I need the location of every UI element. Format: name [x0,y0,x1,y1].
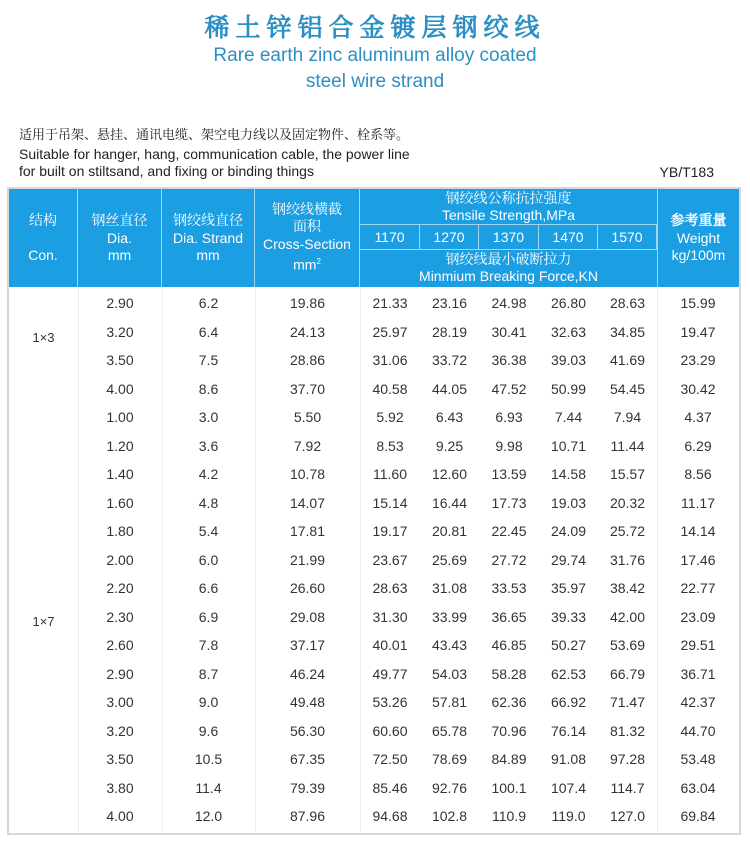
cell-f1270: 25.69 [431,551,468,568]
cell-f1370: 33.53 [491,580,527,596]
cell-f1370: 13.59 [491,466,527,482]
cell-f1570: 53.69 [609,637,646,653]
header-tensile-en: Tensile Strength,MPa [441,207,576,223]
cell-weight: 63.04 [680,779,716,796]
cell-weight: 4.37 [684,409,712,425]
cell-weight: 36.71 [680,665,716,682]
cell-dia: 3.80 [106,779,134,796]
cell-dia: 3.00 [106,694,134,710]
header-tensile-strength [360,189,657,225]
cell-f1270: 78.69 [431,751,468,767]
header-construction-en: Con. [28,246,58,263]
cell-dia: 2.90 [106,665,134,682]
cell-dia: 3.50 [106,751,134,767]
cell-f1470: 107.4 [550,779,587,796]
description-english-line2: for built on stiltsand, and fixing or binding things [19,163,314,179]
cell-dia: 1.40 [106,466,134,482]
table-row [9,774,739,803]
cell-weight: 69.84 [680,808,716,824]
cell-strand: 8.7 [198,665,219,682]
header-grade-1370: 1370 [479,225,539,249]
header-breaking-cn: 钢绞线最小破断拉力 [445,252,572,268]
standard-code: YB/T183 [659,164,714,180]
header-wire-diameter-unit: mm [107,246,132,263]
cell-strand: 4.8 [198,494,219,511]
cell-dia: 1.20 [106,437,134,454]
cell-weight: 53.48 [680,751,716,767]
cell-f1170: 60.60 [372,722,408,739]
cell-cross: 21.99 [289,551,326,568]
cell-f1270: 6.43 [435,409,464,425]
header-breaking-en: Minmium Breaking Force,KN [419,268,598,284]
cell-f1270: 57.81 [431,694,468,710]
cell-weight: 8.56 [684,466,712,482]
cell-cross: 67.35 [289,751,326,767]
cell-f1170: 5.92 [376,409,404,425]
header-construction [9,189,78,287]
header-grade-1170: 1170 [360,225,420,249]
cell-f1270: 92.76 [431,779,468,796]
header-strand-diameter-cn: 钢绞线直径 [173,212,243,229]
cell-weight: 14.14 [680,523,716,539]
header-strand-diameter-en: Dia. Strand [172,229,244,246]
cell-f1170: 94.68 [372,808,408,824]
cell-f1370: 9.98 [495,437,523,454]
cell-f1470: 14.58 [550,466,587,482]
cell-dia: 1.80 [106,523,134,539]
cell-f1570: 42.00 [609,608,646,625]
header-weight-unit: kg/100m [671,246,726,263]
header-tensile-cn: 钢绞线公称抗拉强度 [445,191,572,207]
cell-cross: 14.07 [289,494,326,511]
header-grade-1270: 1270 [420,225,479,249]
header-cross-section [255,189,360,287]
cell-f1170: 49.77 [372,665,408,682]
cell-f1570: 41.69 [609,352,646,368]
header-grade-1470: 1470 [539,225,598,249]
cell-cross: 87.96 [289,808,326,824]
cell-strand: 10.5 [194,751,223,767]
cell-weight: 17.46 [680,551,716,568]
cell-f1470: 26.80 [550,295,587,311]
cell-f1370: 17.73 [491,494,527,511]
cell-f1370: 6.93 [495,409,523,425]
cell-cross: 37.70 [289,380,326,397]
cell-f1470: 66.92 [550,694,587,710]
description-chinese: 适用于吊架、悬挂、通讯电缆、架空电力线以及固定物件、栓系等。 [19,128,410,143]
cell-weight: 22.77 [680,580,716,596]
cell-f1170: 31.06 [372,352,408,368]
spec-table [7,187,741,835]
cell-f1270: 23.16 [431,295,468,311]
cell-f1170: 53.26 [372,694,408,710]
cell-cross: 24.13 [289,323,326,340]
cell-f1470: 119.0 [551,808,586,824]
header-grades [360,225,657,250]
cell-f1370: 46.85 [491,637,527,653]
cell-dia: 3.20 [106,722,134,739]
cell-f1470: 50.27 [550,637,587,653]
table-row [9,688,739,717]
title-chinese: 稀土锌铝合金镀层钢绞线 [204,13,546,42]
cell-f1470: 24.09 [550,523,587,539]
cell-f1470: 7.44 [554,409,583,425]
cell-strand: 6.6 [198,580,219,596]
cell-f1170: 25.97 [372,323,408,340]
cell-strand: 12.0 [194,808,223,824]
header-cross-section-unit: $mm^2$ [293,256,321,273]
cell-cross: 26.60 [289,580,326,596]
cell-f1170: 28.63 [372,580,408,596]
cell-f1270: 33.72 [431,352,468,368]
cell-strand: 4.2 [198,466,219,482]
header-cross-section-cn1: 钢绞线横截 [272,202,342,219]
table-row [9,717,739,746]
cell-f1570: 38.42 [609,580,646,596]
table-row [9,375,739,404]
table-row [9,432,739,461]
cell-f1570: 127.0 [609,808,646,824]
cell-f1470: 29.74 [550,551,587,568]
cell-f1470: 62.53 [550,665,587,682]
cell-f1270: 44.05 [431,380,468,397]
cell-f1570: 28.63 [609,295,646,311]
cell-f1470: 32.63 [550,323,587,340]
table-row [9,745,739,774]
cell-f1370: 24.98 [491,295,527,311]
cell-strand: 8.6 [198,380,219,397]
cell-cross: 49.48 [289,694,326,710]
cell-f1170: 21.33 [372,295,408,311]
cell-f1570: 66.79 [609,665,646,682]
cell-f1270: 54.03 [431,665,468,682]
cell-strand: 7.5 [198,352,219,368]
cell-weight: 23.09 [680,608,716,625]
header-strength-group [360,189,657,287]
cell-f1470: 76.14 [550,722,587,739]
cell-f1370: 36.38 [491,352,527,368]
cell-f1270: 31.08 [431,580,468,596]
header-wire-diameter-en: Dia. [107,229,132,246]
cell-dia: 4.00 [106,808,134,824]
cell-f1470: 39.03 [550,352,587,368]
header-weight-en: Weight [676,229,721,246]
table-row [9,631,739,660]
description-english-line1: Suitable for hanger, hang, communication cable, the power line [19,146,410,162]
cell-f1370: 22.45 [491,523,527,539]
cell-f1470: 50.99 [550,380,587,397]
cell-weight: 30.42 [680,380,716,397]
cell-dia: 2.60 [106,637,134,653]
cell-f1370: 110.9 [492,808,526,824]
title-english-line1: Rare earth zinc aluminum alloy coated [213,45,537,66]
cell-f1570: 20.32 [609,494,646,511]
cell-f1570: 81.32 [609,722,646,739]
cell-cross: 46.24 [289,665,326,682]
header-cross-section-en: Cross-Section [263,236,351,253]
cell-f1170: 40.01 [372,637,408,653]
cell-f1170: 40.58 [372,380,408,397]
cell-f1570: 54.45 [609,380,646,397]
cell-cross: 19.86 [289,295,326,311]
table-header [9,189,739,287]
cell-f1570: 15.57 [609,466,646,482]
header-construction-cn: 结构 [29,212,57,229]
table-row [9,546,739,575]
cell-f1270: 28.19 [431,323,468,340]
cell-cross: 29.08 [289,608,326,625]
cell-f1570: 97.28 [609,751,646,767]
cell-f1270: 33.99 [431,608,468,625]
cell-dia: 1.00 [106,409,134,425]
cell-strand: 7.8 [198,637,219,653]
table-row [9,802,739,831]
cell-cross: 56.30 [289,722,326,739]
cell-f1370: 30.41 [491,323,527,340]
cell-weight: 44.70 [680,722,716,739]
cell-weight: 11.17 [681,494,715,511]
cell-weight: 42.37 [680,694,716,710]
cell-f1270: 9.25 [435,437,464,454]
cell-f1170: 31.30 [372,608,408,625]
table-row [9,403,739,432]
cell-cross: 37.17 [289,637,326,653]
table-row [9,460,739,489]
cell-f1270: 65.78 [431,722,468,739]
cell-f1470: 35.97 [550,580,587,596]
cell-weight: 29.51 [680,637,716,653]
cell-f1370: 62.36 [491,694,527,710]
cell-weight: 15.99 [680,295,716,311]
cell-weight: 19.47 [680,323,716,340]
cell-strand: 6.9 [198,608,219,625]
cell-f1570: 114.7 [610,779,645,796]
group-label-1x7: 1×7 [32,614,55,629]
header-grade-1570: 1570 [598,225,657,249]
cell-f1270: 16.44 [431,494,468,511]
header-wire-diameter-cn: 钢丝直径 [91,212,148,229]
cell-dia: 4.00 [106,380,134,397]
cell-f1270: 12.60 [431,466,468,482]
cell-f1370: 27.72 [491,551,527,568]
cell-f1570: 25.72 [609,523,646,539]
cell-dia: 3.50 [106,352,134,368]
header-weight-cn: 参考重量 [670,212,727,229]
header-cross-section-cn2: 面积 [293,219,321,236]
table-row [9,289,739,318]
cell-f1170: 85.46 [372,779,408,796]
cell-dia: 2.00 [106,551,134,568]
header-breaking-force [360,249,657,287]
cell-strand: 6.0 [198,551,219,568]
cell-strand: 9.0 [198,694,219,710]
group-label-1x3: 1×3 [32,330,55,345]
cell-f1370: 70.96 [491,722,527,739]
cell-weight: 6.29 [684,437,712,454]
cell-f1270: 102.8 [431,808,468,824]
cell-cross: 17.81 [289,523,326,539]
cell-strand: 9.6 [198,722,219,739]
cell-f1370: 100.1 [491,779,527,796]
cell-cross: 7.92 [293,437,322,454]
cell-dia: 3.20 [106,323,134,340]
header-strand-diameter [162,189,255,287]
cell-dia: 1.60 [106,494,134,511]
cell-f1170: 19.17 [372,523,408,539]
cell-f1170: 15.14 [372,494,408,511]
header-strand-diameter-unit: mm [196,246,220,263]
cell-f1170: 8.53 [376,437,404,454]
cell-weight: 23.29 [680,352,716,368]
cell-f1270: 20.81 [431,523,468,539]
cell-f1470: 91.08 [550,751,587,767]
cell-f1170: 11.60 [373,466,407,482]
cell-f1170: 23.67 [372,551,408,568]
cell-strand: 6.4 [198,323,219,340]
cell-f1570: 11.44 [610,437,645,454]
cell-strand: 5.4 [198,523,219,539]
cell-f1570: 31.76 [609,551,646,568]
cell-cross: 28.86 [289,352,326,368]
cell-f1170: 72.50 [372,751,408,767]
cell-dia: 2.30 [106,608,134,625]
cell-f1270: 43.43 [431,637,468,653]
cell-f1370: 47.52 [491,380,527,397]
cell-f1570: 71.47 [609,694,646,710]
cell-strand: 6.2 [198,295,219,311]
title-english-line2: steel wire strand [305,71,445,92]
cell-cross: 5.50 [293,409,322,425]
cell-f1570: 7.94 [613,409,642,425]
table-row [9,574,739,603]
table-row [9,603,739,632]
header-wire-diameter [78,189,162,287]
cell-f1570: 34.85 [609,323,646,340]
cell-f1470: 10.71 [550,437,587,454]
cell-f1370: 84.89 [491,751,527,767]
cell-f1470: 19.03 [550,494,587,511]
table-row [9,346,739,375]
cell-f1370: 36.65 [491,608,527,625]
cell-f1370: 58.28 [491,665,527,682]
cell-strand: 3.0 [198,409,219,425]
cell-dia: 2.90 [106,295,134,311]
cell-cross: 79.39 [289,779,326,796]
cell-dia: 2.20 [106,580,134,596]
table-row [9,517,739,546]
table-row [9,489,739,518]
cell-strand: 3.6 [198,437,219,454]
cell-cross: 10.78 [289,466,326,482]
cell-strand: 11.4 [195,779,222,796]
cell-f1470: 39.33 [550,608,587,625]
table-row [9,318,739,347]
table-row [9,660,739,689]
header-weight [657,189,739,287]
